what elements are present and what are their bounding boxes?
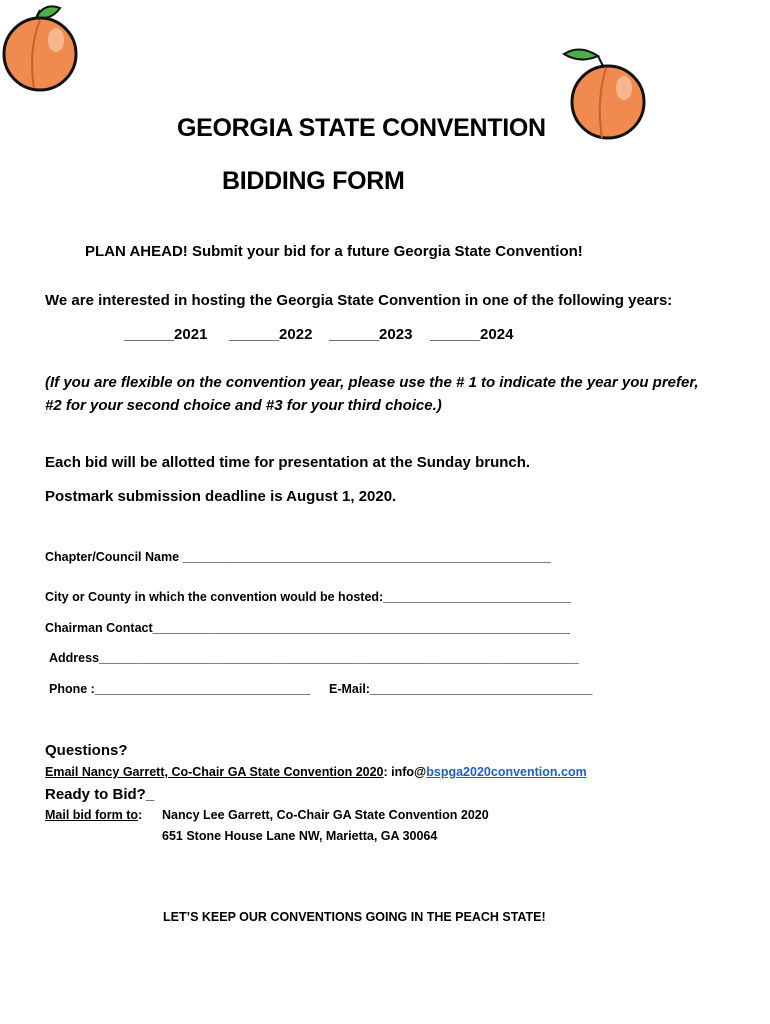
phone-field[interactable]: Phone :_______________________________ <box>49 682 311 696</box>
year-option-2021[interactable]: ______2021 <box>124 326 208 343</box>
page-subtitle: BIDDING FORM <box>222 167 405 195</box>
year-option-2022[interactable]: ______2022 <box>229 326 313 343</box>
peach-icon <box>0 0 92 98</box>
email-link[interactable]: bspga2020convention.com <box>426 765 587 779</box>
ready-heading: Ready to Bid?_ <box>45 786 155 803</box>
mail-label: Mail bid form to <box>45 808 139 822</box>
questions-heading: Questions? <box>45 742 128 759</box>
mail-label-line <box>45 808 142 822</box>
email-field[interactable]: E-Mail:________________________________ <box>329 682 593 696</box>
year-option-2023[interactable]: ______2023 <box>329 326 413 343</box>
plan-ahead-text: PLAN AHEAD! Submit your bid for a future Georgia State Convention! <box>85 243 583 260</box>
mail-address-line1: Nancy Lee Garrett, Co-Chair GA State Convention 2020 <box>162 808 489 822</box>
city-field[interactable]: City or County in which the convention would be hosted:___________________________ <box>45 590 571 604</box>
chairman-field[interactable]: Chairman Contact____________________________________________________________ <box>45 621 570 635</box>
chapter-field[interactable]: Chapter/Council Name _____________________________________________________ <box>45 550 551 564</box>
allotted-text: Each bid will be allotted time for presentation at the Sunday brunch. <box>45 454 531 471</box>
year-option-2024[interactable]: ______2024 <box>430 326 514 343</box>
footer-slogan: LET’S KEEP OUR CONVENTIONS GOING IN THE PEACH STATE! <box>163 910 546 924</box>
email-contact-line <box>45 765 587 779</box>
interest-text: We are interested in hosting the Georgia State Convention in one of the following years: <box>45 292 673 309</box>
page-title: GEORGIA STATE CONVENTION <box>177 114 546 142</box>
mail-address-line2: 651 Stone House Lane NW, Marietta, GA 30064 <box>162 829 438 843</box>
mail-sep: : <box>138 808 143 822</box>
deadline-text: Postmark submission deadline is August 1, 2020. <box>45 488 397 505</box>
email-contact-sep: : info@ <box>383 765 427 779</box>
email-contact-label: Email Nancy Garrett, Co-Chair GA State Convention 2020 <box>45 765 384 779</box>
flex-note-line1: (If you are flexible on the convention year, please use the # 1 to indicate the year you prefer, <box>45 374 699 391</box>
address-field[interactable]: Address_____________________________________________________________________ <box>49 651 579 665</box>
peach-icon <box>560 44 660 144</box>
flex-note-line2: #2 for your second choice and #3 for your third choice.) <box>45 397 442 414</box>
